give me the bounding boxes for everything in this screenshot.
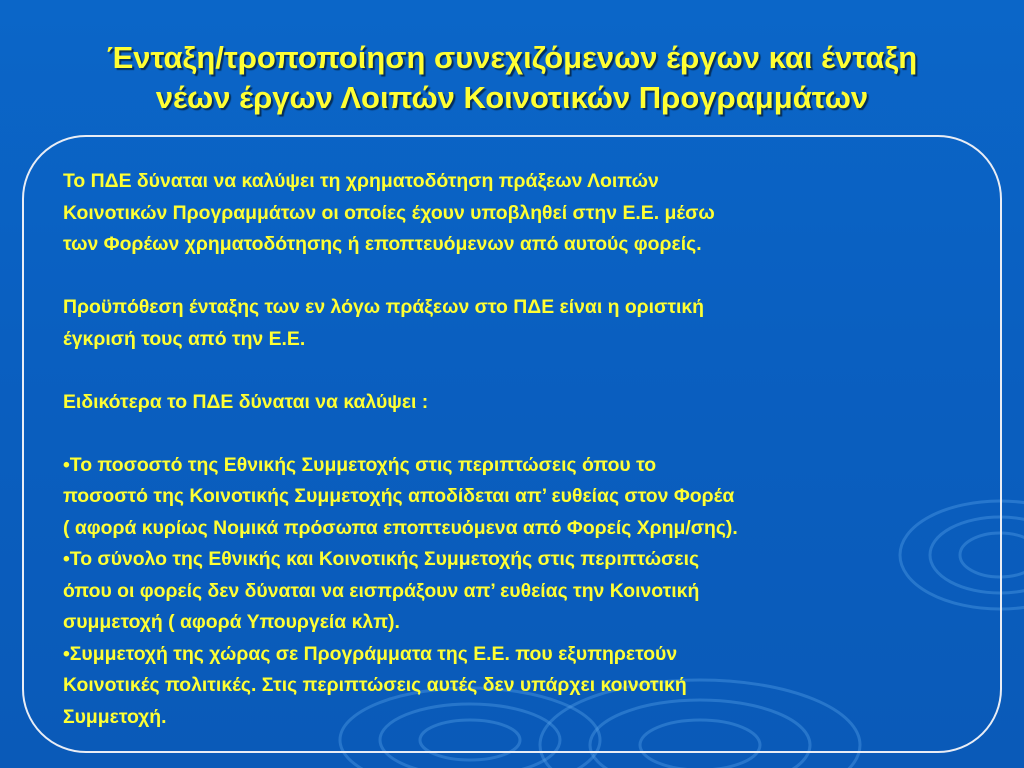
paragraph-specifically xyxy=(63,387,983,419)
text-line: •Το ποσοστό της Εθνικής Συμμετοχής στις περιπτώσεις όπου το xyxy=(63,453,657,476)
bullet-item-country-participation xyxy=(63,639,983,734)
text-line: συμμετοχή ( αφορά Υπουργεία κλπ). xyxy=(63,611,400,633)
text-line: ποσοστό της Κοινοτικής Συμμετοχής αποδίδεται απ’ ευθείας στον Φορέα xyxy=(63,485,735,507)
paragraph-condition xyxy=(63,292,983,355)
bullet-item-national-share xyxy=(63,450,983,545)
slide-title-line: νέων έργων Λοιπών Κοινοτικών Προγραμμάτων xyxy=(155,80,869,115)
bullet-item-total-share xyxy=(63,544,983,639)
paragraph-spacer xyxy=(63,418,983,450)
text-line: των Φορέων χρηματοδότησης ή εποπτευόμενων από αυτούς φορείς. xyxy=(63,233,702,255)
text-line: όπου οι φορείς δεν δύναται να εισπράξουν απ’ ευθείας την Κοινοτική xyxy=(63,579,700,602)
text-line: Το ΠΔΕ δύναται να καλύψει τη χρηματοδότηση πράξεων Λοιπών xyxy=(63,170,659,192)
text-line: Κοινοτικές πολιτικές. Στις περιπτώσεις αυτές δεν υπάρχει κοινοτική xyxy=(63,674,687,696)
slide-body xyxy=(63,166,983,733)
paragraph-funding xyxy=(63,166,983,261)
slide-title xyxy=(20,38,1004,118)
text-line: Κοινοτικών Προγραμμάτων οι οποίες έχουν υποβληθεί στην Ε.Ε. μέσω xyxy=(63,201,715,224)
paragraph-spacer xyxy=(63,355,983,387)
text-line: ( αφορά κυρίως Νομικά πρόσωπα εποπτευόμενα από Φορείς Χρημ/σης). xyxy=(63,516,738,539)
paragraph-spacer xyxy=(63,261,983,293)
text-line: Ειδικότερα το ΠΔΕ δύναται να καλύψει : xyxy=(63,390,429,413)
text-line: •Συμμετοχή της χώρας σε Προγράμματα της Ε.Ε. που εξυπηρετούν xyxy=(63,642,678,665)
text-line: Συμμετοχή. xyxy=(63,705,167,728)
text-line: έγκρισή τους από την Ε.Ε. xyxy=(63,327,306,350)
text-line: •Το σύνολο της Εθνικής και Κοινοτικής Συμμετοχής στις περιπτώσεις xyxy=(63,548,700,570)
slide-title-line: Ένταξη/τροποποίηση συνεχιζόμενων έργων και ένταξη xyxy=(106,40,918,75)
text-line: Προϋπόθεση ένταξης των εν λόγω πράξεων στο ΠΔΕ είναι η οριστική xyxy=(63,296,705,318)
